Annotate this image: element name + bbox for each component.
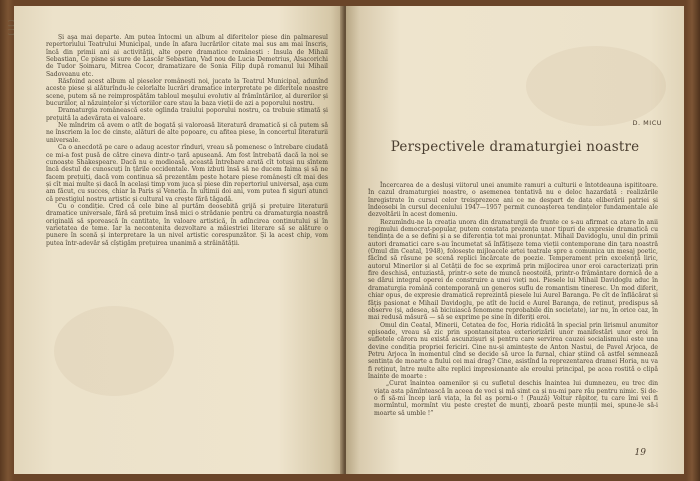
left-page	[14, 6, 344, 474]
paragraph: „Curat înaintea oamenilor și cu sufletul deschis înaintea lui dumnezeu, eu trec din viața asta pămîntească în aceea de voci și mă simt ca și nu-mi pare rău pentru nimic. Și de-o fi să-mi încep iară viața, la fel aș porni-o ! (Pauză) Voltur răpitor, tu care îmi vei fi mormîntul, mormînt viu peste creștet de munți, zboară peste munții mei, spune-le să-i moarte să umble !”	[374, 380, 658, 417]
paragraph: Rezumîndu-ne la creația unora din dramaturgii de frunte ce s-au afirmat ca atare în anii regimului democrat-popular, putem constata prezența unor tipuri de expresie dramatică cu tendința de a se defini și a se diferenția tot mai pronunțat. Mihail Davidoglu, unul din primii autori dramatici care s-au încumetat să înfățișeze tema vieții contemporane din țara noastră (Omul din Ceatal, 1948), folosește mijloacele artei teatrale spre a comunica un mesaj poetic, făcînd să răsune pe scenă replici încărcate de poezie. Temperament prin excelență liric, autorul Minerilor și al Cetății de foc se exprimă prin mijlocirea unor eroi caracterizați prin fire deschisă, entuziastă, printr-o sete de muncă neostoită, printr-o frământare dornică de a se dărui integral operei de construire a unei vieți noi. Piesele lui Mihail Davidoglu aduc în dramaturgia română contemporană un generos suflu de romantism tineresc. Un mod diferit, chiar opus, de expresie dramatică reprezintă piesele lui Aurel Baranga. Pe cît de înflăcărat și făţiș pasionat e Mihail Davidoglu, pe atît de lucid e Aurel Baranga, de reținut, predispus să observe (și, adesea, să biciuiască fenomene reprobabile din societate), iar nu, în orice caz, în mai redusă măsură — să se exprime pe sine în diferiți eroi.	[368, 218, 658, 322]
page-number: 19	[634, 448, 646, 458]
right-page	[346, 6, 684, 474]
page-stain	[526, 46, 666, 126]
paragraph: Și aşa mai departe. Am putea întocmi un album al diferitelor piese din palmaresul repertoriului Teatrului Municipal, unde în afara lucrărilor citate mai sus am mai înscris, încă din primii ani ai activității, alte opere dramatice românești : Insula de Mihail Sebastian, Ce pisne și sure de Lascăr Sebastian, Vad nou de Lucia Demetrius, Alsacorichi de Tudor Șoimaru, Mitrea Cocor, dramatizare de Sonia Filip după romanul lui Mihail Sadoveanu etc.	[46, 34, 328, 78]
paragraph: Răsfoind acest album al pieselor românești noi, jucate la Teatrul Municipal, adunînd aceste piese și alăturîndu-le celorlalte lucrări dramatice interpretate pe diferitele noastre scene, putem să ne reimprospătăm tabloul meşului evolutiv al frămîntărilor, al durerilor și bucuriilor, al năzuințelor și victoriilor care stau la baza vieții de azi a poporului nostru.	[46, 78, 328, 108]
page-stain	[54, 306, 174, 396]
article-author: D. MICU	[632, 119, 662, 127]
left-page-text	[46, 34, 328, 247]
paragraph: Ca o anecdotă pe care o adaug acestor rînduri, vreau să pomenesc o întrebare ciudată ce mi-a fost pusă de către cineva dintr-o țară apuseană. Am fost întrebată dacă la noi se cunoaște Shakespeare. Dacă nu e modioasă, această întrebare arată cît totuși nu sîntem încă destul de cunoscuți în țările occidentale. Vom izbuti însă să ne ducem faima și să ne facem prețuiți, dacă vom continua să prezentăm peste hotare piese românești cît mai des și cît mai multe și dacă în același timp vom juca și piese din repertoriul universal, aşa cum am făcut, cu succes, chiar la Paris și Veneția. În ultimii doi ani, vom putea fi siguri atunci că prestigiul nostru artistic și cultural va crește fără tăgadă.	[46, 144, 328, 203]
binding-mark: [ ] [ ]	[7, 20, 14, 36]
paragraph: Încercarea de a desluși viitorul unei anumite ramuri a culturii e întotdeauna ispititoare. În cazul dramaturgiei noastre, o asemenea tentativă nu e deloc hazardată : realizările înregistrate în cursul celor treisprezece ani ce ne despart de data eliberării patriei și îndeosebi în cursul deceniului 1947—1957 permit cunoașterea tendințelor fundamentale ale dezvoltării în acest domeniu.	[368, 182, 658, 219]
paragraph: Ne mîndrim că avem o atît de bogată și valoroasă literatură dramatică și că putem să ne înscriem la loc de cinste, alături de alte popoare, cu afitea piese, în concertul literaturii universale.	[46, 122, 328, 144]
paragraph: Dramaturgia românească este oglinda traiului poporului nostru, ca trebuie stimată și prețuită la adevărata ei valoare.	[46, 107, 328, 122]
article-title: Perspectivele dramaturgiei noastre	[390, 139, 640, 155]
right-page-text	[368, 182, 658, 417]
paragraph: Cu o condiție. Cred că cele bine al purtăm deosebită grijă și prețuire literaturii dramatice universale, fără să pretuim însă mici o strădanie pentru ca dramaturgia noastră originală să sporească în cantitate, în valoare artistică, în adîncirea conținutului și în varietatea de teme. Iar la necontenita dezvoltare a măiestriei literare să se alăture o punere în scenă și interpretare la un nivel artistic corespunzător. Și la acest chip, vom putea într-adevăr să cîștigăm prețuirea unanimă a străinătății.	[46, 202, 328, 247]
paragraph: Omul din Ceatal, Minerii, Cetatea de foc, Horia ridicătă în special prin lirismul anumitor episoade, vreau să zic prin spontaneitatea exteriorizării unor manifestări unor eroi în sufletele cărora nu există ascunzișuri și pentru care servirea cauzei socialismului este una devine condiția propriei fericiri. Cine nu-și amintește de Anton Nastui, de Pavel Arjoca, de Petru Arjoca în momentul cînd se decide să urce la furnal, chiar știind că astfel semnează sentința de moarte a fiului cei mai drag? Cine, asistînd la reprezentarea dramei Horia, nu va fi reținut, între multe alte replici impresionante ale eroului principal, pe acea rostită o clipă înainte de moarte :	[368, 321, 658, 380]
